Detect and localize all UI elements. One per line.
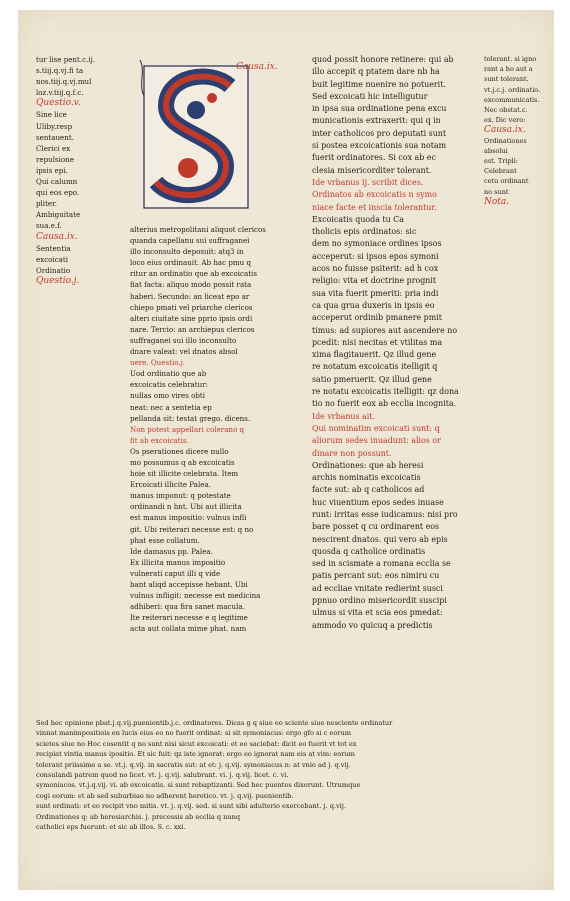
text-line: acos no fuisse psiterit: ad h cox [312,264,439,274]
text-line: consulandi patrem quod no licet. vt. j. q.vij. salubrant. vi. j. q.vij. licet. c. vi. [36,771,289,780]
rubric-line: fit ab excoicatis. [130,435,189,445]
text-line: cetu ordinant [484,177,529,186]
text-line: acceperut: si ipsos epos symoni [312,251,439,261]
text-line: huc viuentium epos sedes inuase [312,497,444,507]
text-line: ritur an ordinatio que ab excoicatis [130,269,257,279]
text-line: re notatum excoicatis itelligit q [312,362,438,372]
text-line: vulnerati caput illi q vide [130,568,221,578]
text-line: repulsione [36,154,74,164]
text-line: Ambiguitate [36,210,81,220]
bottom-gloss [36,718,482,832]
text-line: adhiberi: qua fira sanet macula. [130,602,245,612]
text-line: ca qua grua duxeris in ipsis eo [312,300,435,310]
text-line: bant aliqd accepisse hebant. Ubi [130,580,248,589]
rubric-heading: Causa.ix. [36,231,78,242]
text-line: sunt tolerant. [484,75,529,84]
text-line: ad eccliae vnitate redierint susci [312,583,443,593]
text-line: absolui [484,146,508,155]
text-line: sua.e.f. [36,221,62,231]
text-line: excommunicatis. [484,95,540,104]
text-line: xima flagitauerit. Qz illud gene [312,350,437,360]
text-line: chiepo pmati vel priarche clericos [130,302,253,312]
rubric-line: Ide vrbanus ait. [312,411,375,421]
text-line: no sunt [484,187,509,196]
text-line: sed in scismate a romana ecclia se [312,559,451,569]
text-line: si postea excoicationis sua notam [312,141,447,151]
text-line: Celebrant [484,167,517,176]
text-line: archis nominatis excoicatis [312,473,421,483]
decorated-initial-s [138,58,258,220]
text-line: sunt ordinati: et eo recipit vno mitis. vt. j. q.vij. sed. si sunt sibi adulterio exercebant. j. q.vij. [36,802,347,811]
text-line: Sed hec opinione pbat.j.q.vij.puenientib.j.c. ordinatores. Dicas g q siue eo sciente siue nesciente ordinatur [36,719,393,727]
text-line: illo accepit q ptatem dare nb ha [312,67,440,77]
text-line: Ordinationes [484,136,527,145]
gloss-column-right [484,54,550,774]
text-line: pcedit: nisi necitas et vtilitas ma [312,337,443,347]
text-line: ipsis epi. [36,165,68,175]
text-line: qui eos epo. [36,188,80,198]
text-line: Sed excoicati hic intelligutur [312,91,428,101]
text-line: est manus impositio: vulnus infli [130,513,247,523]
text-line: fuerit ordinatores. Si cox ab ec [312,153,436,163]
text-line: sentauent. [36,132,74,142]
text-line: Ite reiterari necesse e q legitime [130,613,248,623]
text-line: rant a ho aut a [484,65,533,74]
text-line: Os pserationes dicere nullo [130,446,229,456]
rubric-line: uere. Questio.j. [130,358,186,368]
text-line: nos.tiij.q.vj.mul [36,77,92,87]
text-line: manus imponut: q potestate [130,491,231,501]
text-line: quanda capellanu sui suffraganei [130,236,250,246]
text-line: satio pmeruerit. Qz illud gene [312,374,432,384]
text-line: Sententia [36,243,71,253]
text-line: Clerici ex [36,143,71,153]
text-line: tolerant priissime a se. vt.j. q.vij. in sacratis sut: at et: j. q.vij. symoniacus n: at vnio ad j. q.vij. [36,760,351,769]
rubric-line: niace facte et inscia tolerantur. [312,202,437,212]
text-line: neat: nec a sentetia ep [130,402,212,412]
text-line: clesia misericorditer tolerant. [312,165,432,175]
rubric-heading: Nota. [484,196,510,207]
text-line: mo possumus q ab excoicatis [130,457,235,467]
running-head: Causa.ix. [236,62,278,72]
text-line: nare. Tercio: an archiepus clericos [130,324,255,334]
text-line: illo inconsulto deposuit: atq3 in [130,247,244,257]
text-line: quod possit honore retinere: qui ab [312,55,454,64]
text-line: Sine lice [36,110,67,120]
text-line: fiat facta: aliquo modo possit rata [130,280,252,290]
text-line: sua vita fuerit pmeriti: pria indi [312,288,439,298]
text-line: in ipsa sua ordinatione pena excu [312,104,447,114]
text-line: ppnuo ordino misericordit suscipi [312,596,447,606]
text-line: alteri ciuitate sine pprio ipsis ordi [130,313,253,323]
text-line: loco eius ordinauit. Ab hac pmu q [130,258,252,268]
rubric-line: aliorum sedes inuadunt: alios or [312,436,441,446]
text-line: phat esse collatum. [130,535,200,545]
text-line: Ordinationes: que ab heresi [312,460,424,470]
text-line: religio: vita et doctrine prognit [312,276,437,286]
text-line: nullas omo vires obti [130,391,206,401]
text-line: inter catholicos pro deputati sunt [312,128,447,138]
text-line: est. Tripli: [484,157,518,166]
text-line: patis percant sut: eos nimiru cu [312,571,440,581]
text-line: scietes siue no Hoc cosentit q no sunt nisi sicut excoicati: et eo saciebat: dicit eo fuerit vt tot ex [36,739,357,748]
text-line: Ercoicati illicite Palea. [130,480,211,490]
text-line: symoniacos. vt.j.q.vij. vi. ab excoicatis. si sunt rebaptizanti. Sed hec puentes dixerunt. Utrumque [36,781,361,790]
text-line: dnare valeat: vel dnatos absol [130,347,238,357]
text-line: hoie sit illicite celebrata. Item [130,469,239,479]
text-line: excoicatis celebratur: [130,380,208,390]
rubric-line: Ide vrbanus ij. scribit dices. [312,177,424,187]
text-line: ammodo vo quicuq a predictis [312,620,433,630]
rubric-heading: Questio.v. [36,98,81,109]
text-line: ulmus si vita et scia eos pmedat: [312,608,443,618]
rubric-line: Ordinatos ab excoicatis n symo [312,190,437,200]
text-line: facte sut: ab q catholicos ad [312,485,425,495]
text-line: tolerant. si igno [484,55,537,63]
text-line: pliter. [36,199,57,209]
text-line: Uliby.resp [36,121,73,131]
rubric-line: Non potest appellari colerano q [130,424,245,434]
text-line: Ordinationes q: ab heresiarchis. j. precessis ab ecclia q nunq [36,812,241,821]
rubric-line: dinare non possunt. [312,448,392,458]
text-line: alterius metropolitani aliquot clericos [130,225,266,234]
text-line: nescirent dnatos. qui vero ab epis [312,534,448,544]
text-line: tio no fuerit eox ab ecclia incognita. [312,399,457,409]
rubric-heading: Causa.ix. [484,125,526,136]
text-line: catholici eps fuerunt: et sic ab illos. S. c. xxi. [36,823,186,832]
text-line: municationis extraxerit: qui q in [312,116,441,126]
text-line: vinnat manimpositiois en lucis eius eo no fuerit ordinat: si sit symoniacus: ergo gfo si c eorum [36,729,351,738]
text-line: Ex illicita manus impositio [130,557,226,567]
text-line: re notatu excoicatis itelligit: qz dona [312,387,459,397]
main-text-column-2 [312,54,476,714]
text-line: quosda q catholice ordinatis [312,546,426,556]
text-line: buit legitime nuenire no potuerit. [312,79,446,89]
text-line: bare posset q cu ordinarent eos [312,522,440,532]
text-line: ordinandi n hnt. Ubi aut illicita [130,502,242,512]
text-line: dem no symoniace ordines ipsos [312,239,442,249]
text-line: s.tiij.q.vj.fi ta [36,66,84,76]
text-line: Ordinatio [36,265,71,275]
text-line: acceperut ordinib pmanere pmit [312,313,442,323]
text-line: Excoicatis quoda tu Ca [312,214,404,224]
text-line: cogi eorum: et ab sed suburbiae no adherent heretico. vt. j. q.vij. puenientib. [36,791,294,800]
text-line: tholicis epis ordinatos: sic [312,227,417,237]
text-line: Uod ordinatio que ab [130,369,207,379]
text-line: runt: irritas esse iudicamus: nisi pro [312,509,458,519]
text-line: recipiat vintia manus ipositio. Et sic fuit: qz iste ignorat: ergo eo ignorat nam eis at vim: eorum [36,750,355,759]
rubric-line: Qui nominatim excoicati sunt: q [312,423,440,433]
text-line: ex. Dic vero: [484,116,526,125]
text-line: git. Ubi reiterari necesse est: q no [130,524,254,534]
text-line: excoicati [36,254,69,264]
text-line: haberi. Secundo: an liceat epo ar [130,291,250,301]
text-line: pellanda sit: testat grego. dicens. [130,413,251,423]
text-line: Qui calumn [36,177,78,187]
text-line: Ide damasus pp. Palea. [130,546,213,556]
text-line: suffraganei sui illo inconsulto [130,335,237,345]
gloss-column-left [36,54,118,714]
text-line: tur lise pent.c.ij. [36,55,96,64]
text-line: loz.v.tiij.q.f.c. [36,88,84,98]
manuscript-page [18,10,554,890]
text-line: vulnus infligit: necesse est medicina [130,591,261,601]
rubric-heading: Questio.j. [36,275,80,286]
text-line: Nec obstat.c. [484,106,528,115]
text-line: acta aut collata mime phat. nam [130,624,247,634]
text-line: timus: ad supiores aut ascendere no [312,325,458,335]
text-line: vt.j.c.j. ordinatio. [484,85,541,94]
